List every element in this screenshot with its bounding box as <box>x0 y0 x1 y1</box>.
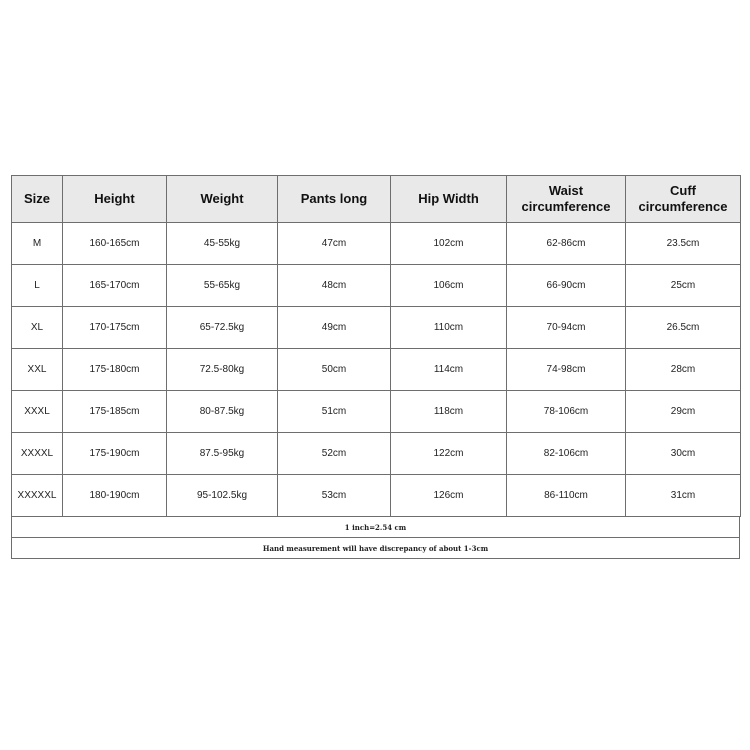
hip-width-cell: 106cm <box>391 265 507 307</box>
weight-cell: 95-102.5kg <box>167 475 278 517</box>
pants-long-cell: 47cm <box>278 223 391 265</box>
height-cell: 165-170cm <box>63 265 167 307</box>
header-row <box>12 176 741 223</box>
table-row <box>12 265 741 307</box>
size-cell: XXXXL <box>12 433 63 475</box>
cuff-cell: 26.5cm <box>626 307 741 349</box>
cuff-cell: 25cm <box>626 265 741 307</box>
notes-table <box>11 516 740 559</box>
pants-long-cell: 53cm <box>278 475 391 517</box>
header-pants-long: Pants long <box>278 176 391 223</box>
header-cuff-circumference: Cuff circumference <box>626 176 741 223</box>
conversion-note: 1 inch=2.54 cm <box>12 517 740 538</box>
weight-cell: 72.5-80kg <box>167 349 278 391</box>
waist-cell: 74-98cm <box>507 349 626 391</box>
waist-cell: 78-106cm <box>507 391 626 433</box>
header-hip-width: Hip Width <box>391 176 507 223</box>
weight-cell: 45-55kg <box>167 223 278 265</box>
size-cell: XXXXXL <box>12 475 63 517</box>
height-cell: 175-190cm <box>63 433 167 475</box>
hip-width-cell: 114cm <box>391 349 507 391</box>
size-cell: XXXL <box>12 391 63 433</box>
hip-width-cell: 118cm <box>391 391 507 433</box>
cuff-cell: 23.5cm <box>626 223 741 265</box>
table-row <box>12 475 741 517</box>
pants-long-cell: 48cm <box>278 265 391 307</box>
weight-cell: 55-65kg <box>167 265 278 307</box>
cuff-cell: 31cm <box>626 475 741 517</box>
header-weight: Weight <box>167 176 278 223</box>
table-row <box>12 307 741 349</box>
table-row <box>12 223 741 265</box>
waist-cell: 86-110cm <box>507 475 626 517</box>
size-cell: XL <box>12 307 63 349</box>
hip-width-cell: 126cm <box>391 475 507 517</box>
size-cell: M <box>12 223 63 265</box>
header-waist-circumference: Waist circumference <box>507 176 626 223</box>
size-cell: XXL <box>12 349 63 391</box>
pants-long-cell: 50cm <box>278 349 391 391</box>
disclaimer-note-row <box>12 538 740 559</box>
hip-width-cell: 110cm <box>391 307 507 349</box>
height-cell: 175-180cm <box>63 349 167 391</box>
table-row <box>12 391 741 433</box>
table-row <box>12 349 741 391</box>
conversion-note-row <box>12 517 740 538</box>
hip-width-cell: 102cm <box>391 223 507 265</box>
waist-cell: 62-86cm <box>507 223 626 265</box>
height-cell: 160-165cm <box>63 223 167 265</box>
pants-long-cell: 52cm <box>278 433 391 475</box>
table-row <box>12 433 741 475</box>
size-chart-table <box>11 175 741 517</box>
waist-cell: 82-106cm <box>507 433 626 475</box>
header-size: Size <box>12 176 63 223</box>
weight-cell: 80-87.5kg <box>167 391 278 433</box>
pants-long-cell: 49cm <box>278 307 391 349</box>
cuff-cell: 29cm <box>626 391 741 433</box>
waist-cell: 66-90cm <box>507 265 626 307</box>
hip-width-cell: 122cm <box>391 433 507 475</box>
height-cell: 170-175cm <box>63 307 167 349</box>
size-chart-container <box>11 175 740 559</box>
pants-long-cell: 51cm <box>278 391 391 433</box>
header-height: Height <box>63 176 167 223</box>
cuff-cell: 30cm <box>626 433 741 475</box>
waist-cell: 70-94cm <box>507 307 626 349</box>
disclaimer-note: Hand measurement will have discrepancy of about 1-3cm <box>12 538 740 559</box>
height-cell: 180-190cm <box>63 475 167 517</box>
weight-cell: 65-72.5kg <box>167 307 278 349</box>
size-cell: L <box>12 265 63 307</box>
cuff-cell: 28cm <box>626 349 741 391</box>
height-cell: 175-185cm <box>63 391 167 433</box>
weight-cell: 87.5-95kg <box>167 433 278 475</box>
